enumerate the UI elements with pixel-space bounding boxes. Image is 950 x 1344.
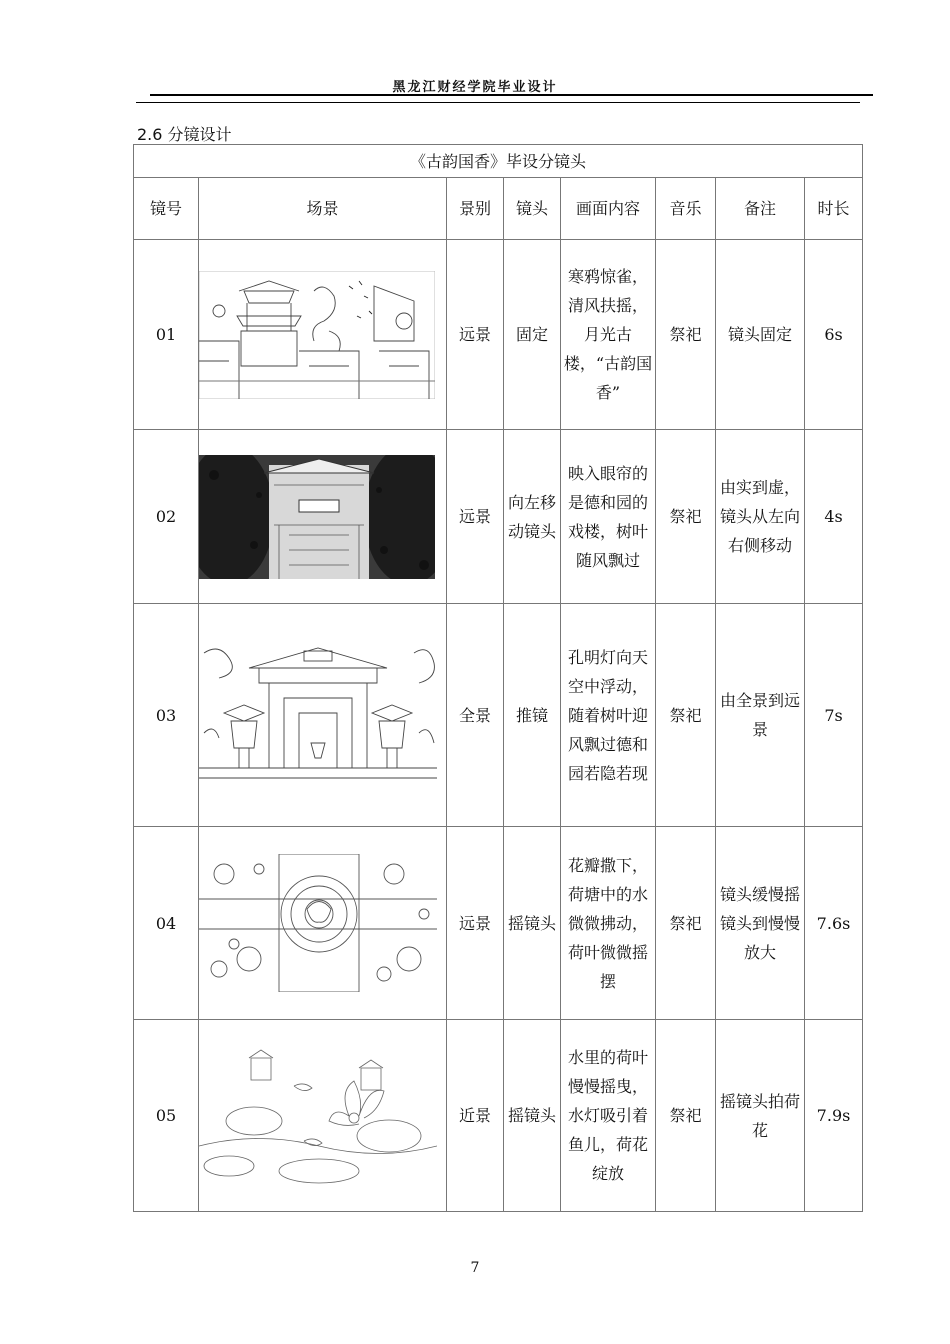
storyboard-table	[133, 144, 863, 1212]
table-row	[134, 604, 863, 827]
shot-size: 远景	[447, 430, 504, 604]
duration: 7.9s	[805, 1020, 863, 1212]
shot-number: 02	[134, 430, 199, 604]
col-header-shot-size: 景别	[447, 178, 504, 240]
scene-content: 孔明灯向天空中浮动，随着树叶迎风飘过德和园若隐若现	[561, 604, 656, 827]
col-header-duration: 时长	[805, 178, 863, 240]
scene-content: 花瓣撒下，荷塘中的水微微拂动，荷叶微微摇摆	[561, 827, 656, 1020]
note: 摇镜头拍荷花	[716, 1020, 805, 1212]
header-rule-thick	[150, 94, 873, 96]
table-row	[134, 827, 863, 1020]
col-header-no: 镜号	[134, 178, 199, 240]
shot-size: 远景	[447, 240, 504, 430]
note: 由实到虚，镜头从左向右侧移动	[716, 430, 805, 604]
shot-number: 01	[134, 240, 199, 430]
col-header-scene: 场景	[199, 178, 447, 240]
opera-stage-ink-sketch-icon	[199, 455, 435, 579]
col-header-content: 画面内容	[561, 178, 656, 240]
header-title: 黑龙江财经学院毕业设计	[392, 80, 558, 95]
col-header-music: 音乐	[656, 178, 716, 240]
lotus-pond-topdown-sketch-icon	[199, 854, 437, 992]
header-rule-thin	[136, 102, 860, 103]
camera-move: 固定	[504, 240, 561, 430]
table-row	[134, 430, 863, 604]
note: 由全景到远景	[716, 604, 805, 827]
duration: 4s	[805, 430, 863, 604]
camera-move: 推镜	[504, 604, 561, 827]
shot-number: 04	[134, 827, 199, 1020]
shot-size: 远景	[447, 827, 504, 1020]
table-header-row	[134, 178, 863, 240]
col-header-note: 备注	[716, 178, 805, 240]
shot-size: 全景	[447, 604, 504, 827]
courtyard-lanterns-sketch-icon	[199, 643, 437, 788]
duration: 7.6s	[805, 827, 863, 1020]
note: 镜头缓慢摇镜头到慢慢放大	[716, 827, 805, 1020]
music: 祭祀	[656, 240, 716, 430]
duration: 7s	[805, 604, 863, 827]
col-header-camera: 镜头	[504, 178, 561, 240]
music: 祭祀	[656, 604, 716, 827]
music: 祭祀	[656, 1020, 716, 1212]
table-row	[134, 240, 863, 430]
page-number: 7	[470, 1260, 480, 1276]
camera-move: 摇镜头	[504, 827, 561, 1020]
camera-move: 向左移动镜头	[504, 430, 561, 604]
camera-move: 摇镜头	[504, 1020, 561, 1212]
section-heading: 2.6 分镜设计	[137, 125, 232, 144]
shot-size: 近景	[447, 1020, 504, 1212]
shot-number: 03	[134, 604, 199, 827]
music: 祭祀	[656, 430, 716, 604]
duration: 6s	[805, 240, 863, 430]
scene-content: 寒鸦惊雀，清风扶摇，月光古楼，“古韵国香”	[561, 240, 656, 430]
shot-number: 05	[134, 1020, 199, 1212]
scene-content: 映入眼帘的是德和园的戏楼，树叶随风飘过	[561, 430, 656, 604]
lotus-water-lantern-sketch-icon	[199, 1046, 437, 1186]
ancient-tower-sketch-icon	[199, 271, 435, 399]
music: 祭祀	[656, 827, 716, 1020]
table-row	[134, 1020, 863, 1212]
scene-content: 水里的荷叶慢慢摇曳，水灯吸引着鱼儿，荷花绽放	[561, 1020, 656, 1212]
note: 镜头固定	[716, 240, 805, 430]
table-caption: 《古韵国香》毕设分镜头	[134, 145, 863, 178]
